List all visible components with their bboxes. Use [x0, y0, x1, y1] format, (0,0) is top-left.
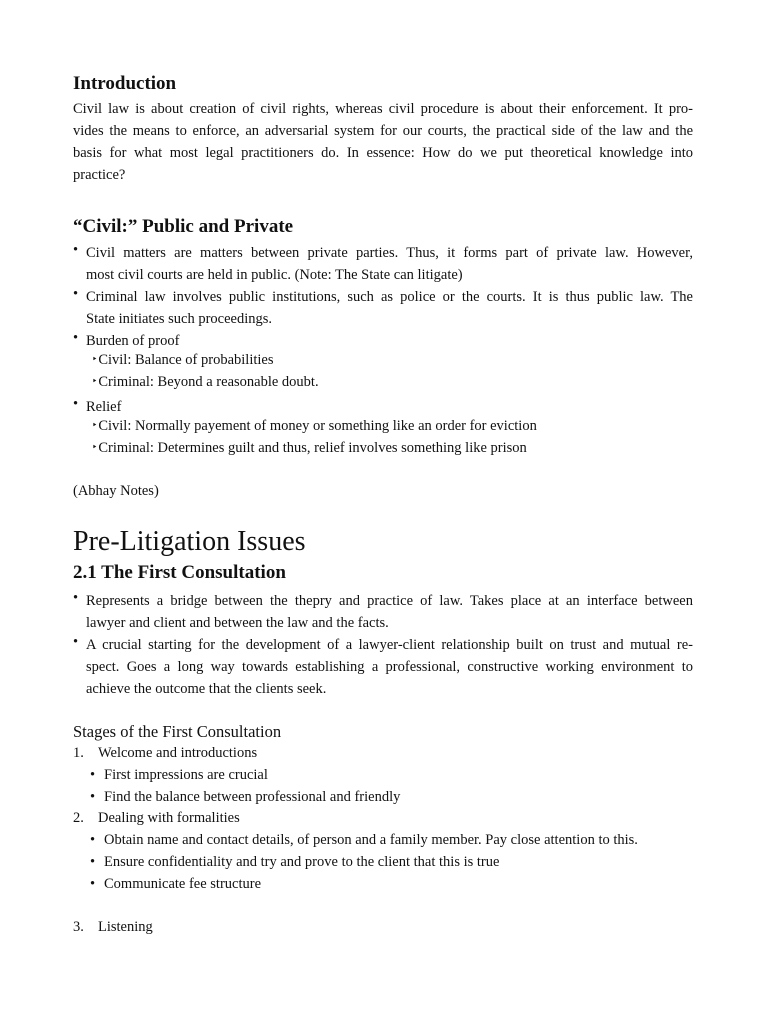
introduction-line: vides the means to enforce, an adversarial system for our courts, the practical side of the law and the — [73, 123, 693, 139]
bullet-icon: • — [73, 590, 79, 606]
bullet-icon: • — [73, 634, 79, 650]
bullet-icon: • — [90, 789, 96, 805]
nested-item-text: Communicate fee structure — [104, 876, 262, 892]
nested-item-text: Obtain name and contact details, of person and a family member. Pay close attention to this. — [104, 832, 638, 848]
source-note: (Abhay Notes) — [73, 483, 159, 499]
nested-list-item — [90, 876, 261, 893]
nested-list-item — [90, 832, 638, 849]
bullet-icon: • — [90, 767, 96, 783]
introduction-heading: Introduction — [73, 73, 177, 94]
nested-item-text: Ensure confidentiality and try and prove to the client that this is true — [104, 854, 500, 870]
bullet-icon: • — [73, 396, 79, 412]
sub-list-item — [92, 418, 537, 435]
introduction-line: Civil law is about creation of civil rights, whereas civil procedure is about their enforcement. It pro- — [73, 101, 693, 117]
bullet-line: Burden of proof — [86, 333, 180, 349]
bullet-line: Relief — [86, 399, 122, 415]
item-label: Welcome and introductions — [98, 745, 258, 761]
sub-item-text: Civil: Balance of probabilities — [98, 352, 274, 368]
sub-item-text: Criminal: Determines guilt and thus, relief involves something like prison — [98, 440, 527, 456]
item-number: 3. — [73, 919, 84, 935]
sub-item-text: Civil: Normally payement of money or something like an order for eviction — [98, 418, 537, 434]
numbered-item — [73, 919, 153, 936]
civil-heading: “Civil:” Public and Private — [73, 216, 294, 237]
triangle-bullet-icon: ‣ — [92, 376, 98, 386]
nested-item-text: First impressions are crucial — [104, 767, 268, 783]
nested-item-text: Find the balance between professional and friendly — [104, 789, 401, 805]
nested-list-item — [90, 767, 268, 784]
sub-list-item — [92, 440, 527, 457]
bullet-line: State initiates such proceedings. — [86, 311, 273, 327]
introduction-paragraph — [73, 98, 693, 186]
introduction-line: practice? — [73, 167, 126, 183]
bullet-line: most civil courts are held in public. (Note: The State can litigate) — [86, 267, 463, 283]
sub-list-item — [92, 352, 273, 369]
nested-list-item — [90, 854, 499, 871]
bullet-icon: • — [73, 330, 79, 346]
bullet-icon: • — [73, 242, 79, 258]
bullet-line: achieve the outcome that the clients seek. — [86, 681, 327, 697]
introduction-line: basis for what most legal practitioners do. In essence: How do we put theoretical knowledge into — [73, 145, 693, 161]
item-number: 2. — [73, 810, 84, 826]
item-label: Dealing with formalities — [98, 810, 240, 826]
triangle-bullet-icon: ‣ — [92, 442, 98, 452]
bullet-line: Civil matters are matters between private parties. Thus, it forms part of private law. However, — [86, 245, 693, 261]
bullet-line: lawyer and client and between the law and the facts. — [86, 615, 389, 631]
nested-list-item — [90, 789, 400, 806]
bullet-icon: • — [90, 854, 96, 870]
sub-item-text: Criminal: Beyond a reasonable doubt. — [98, 374, 319, 390]
bullet-line: spect. Goes a long way towards establishing a professional, constructive working environment to — [86, 659, 693, 675]
bullet-line: Criminal law involves public institutions, such as police or the courts. It is thus public law. The — [86, 289, 693, 305]
bullet-icon: • — [73, 286, 79, 302]
stages-heading: Stages of the First Consultation — [73, 722, 282, 741]
item-number: 1. — [73, 745, 84, 761]
triangle-bullet-icon: ‣ — [92, 420, 98, 430]
section-title: 2.1 The First Consultation — [73, 562, 286, 583]
numbered-item — [73, 810, 240, 827]
bullet-line: A crucial starting for the development of a lawyer-client relationship built on trust and mutual re- — [86, 637, 693, 653]
bullet-line: Represents a bridge between the thepry and practice of law. Takes place at an interface between — [86, 593, 693, 609]
item-label: Listening — [98, 919, 153, 935]
sub-list-item — [92, 374, 319, 391]
triangle-bullet-icon: ‣ — [92, 354, 98, 364]
chapter-title: Pre-Litigation Issues — [73, 526, 306, 557]
bullet-icon: • — [90, 832, 96, 848]
numbered-item — [73, 745, 257, 762]
bullet-icon: • — [90, 876, 96, 892]
